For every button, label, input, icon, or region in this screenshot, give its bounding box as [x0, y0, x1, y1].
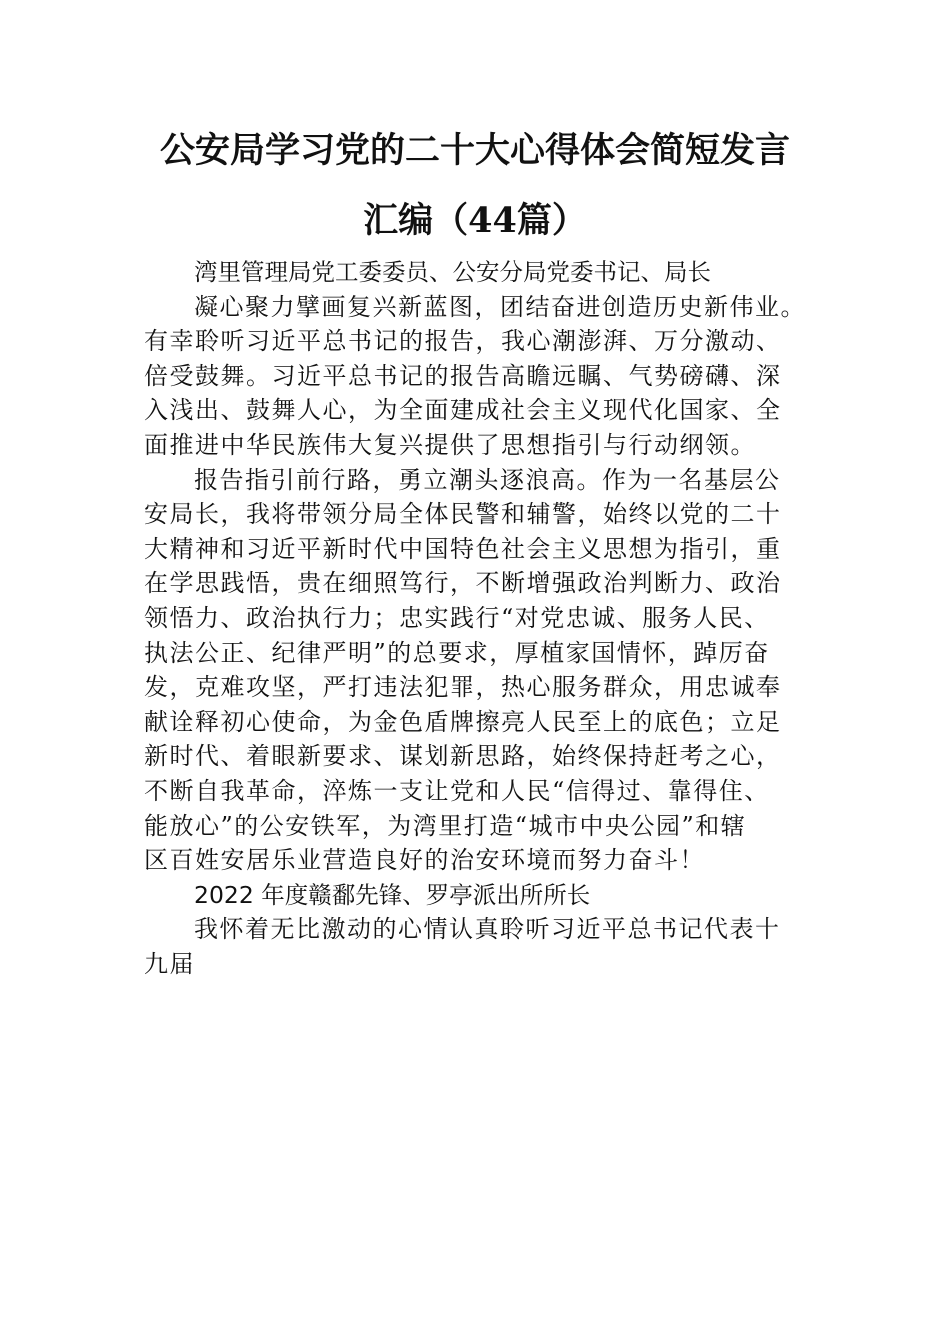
- body-text-line: 我怀着无比激动的心情认真聆听习近平总书记代表十: [194, 915, 781, 944]
- body-text-line: 报告指引前行路，勇立潮头逐浪高。作为一名基层公: [194, 465, 781, 494]
- body-text-line: 执法公正、纪律严明”的总要求，厚植家国情怀，踔厉奋: [144, 638, 770, 667]
- section-heading: 湾里管理局党工委委员、公安分局党委书记、局长: [194, 258, 711, 286]
- body-text-line: 新时代、着眼新要求、谋划新思路，始终保持赶考之心，: [144, 742, 782, 771]
- body-text-line: 领悟力、政治执行力；忠实践行“对党忠诚、服务人民、: [144, 603, 770, 632]
- body-text-line: 在学思践悟，贵在细照笃行，不断增强政治判断力、政治: [144, 569, 782, 598]
- body-text-line: 发，克难攻坚，严打违法犯罪，热心服务群众，用忠诚奉: [144, 673, 782, 702]
- section-heading: 2022 年度赣鄱先锋、罗亭派出所所长: [194, 880, 591, 909]
- body-text-line: 安局长，我将带领分局全体民警和辅警，始终以党的二十: [144, 500, 782, 529]
- document-body: [144, 255, 814, 981]
- body-text-line: 不断自我革命，淬炼一支让党和人民“信得过、靠得住、: [144, 776, 770, 805]
- body-text-line: 大精神和习近平新时代中国特色社会主义思想为指引，重: [144, 534, 782, 563]
- body-text-line: 凝心聚力擘画复兴新蓝图，团结奋进创造历史新伟业。: [194, 292, 806, 321]
- body-text-line: 献诠释初心使命，为金色盾牌擦亮人民至上的底色；立足: [144, 707, 782, 736]
- body-text-line: 九届: [144, 949, 195, 978]
- body-text-line: 能放心”的公安铁军，为湾里打造“城市中央公园”和辖: [144, 811, 747, 840]
- document-title-line-1: 公安局学习党的二十大心得体会简短发言: [159, 130, 790, 171]
- document-title-line-2: 汇编（44篇）: [363, 200, 587, 241]
- body-text-line: 区百姓安居乐业营造良好的治安环境而努力奋斗！: [144, 846, 705, 875]
- body-text-line: 面推进中华民族伟大复兴提供了思想指引与行动纲领。: [144, 430, 756, 459]
- body-text-line: 倍受鼓舞。习近平总书记的报告高瞻远瞩、气势磅礴、深: [144, 361, 782, 390]
- body-text-line: 入浅出、鼓舞人心，为全面建成社会主义现代化国家、全: [144, 396, 782, 425]
- body-text-line: 有幸聆听习近平总书记的报告，我心潮澎湃、万分激动、: [144, 327, 782, 356]
